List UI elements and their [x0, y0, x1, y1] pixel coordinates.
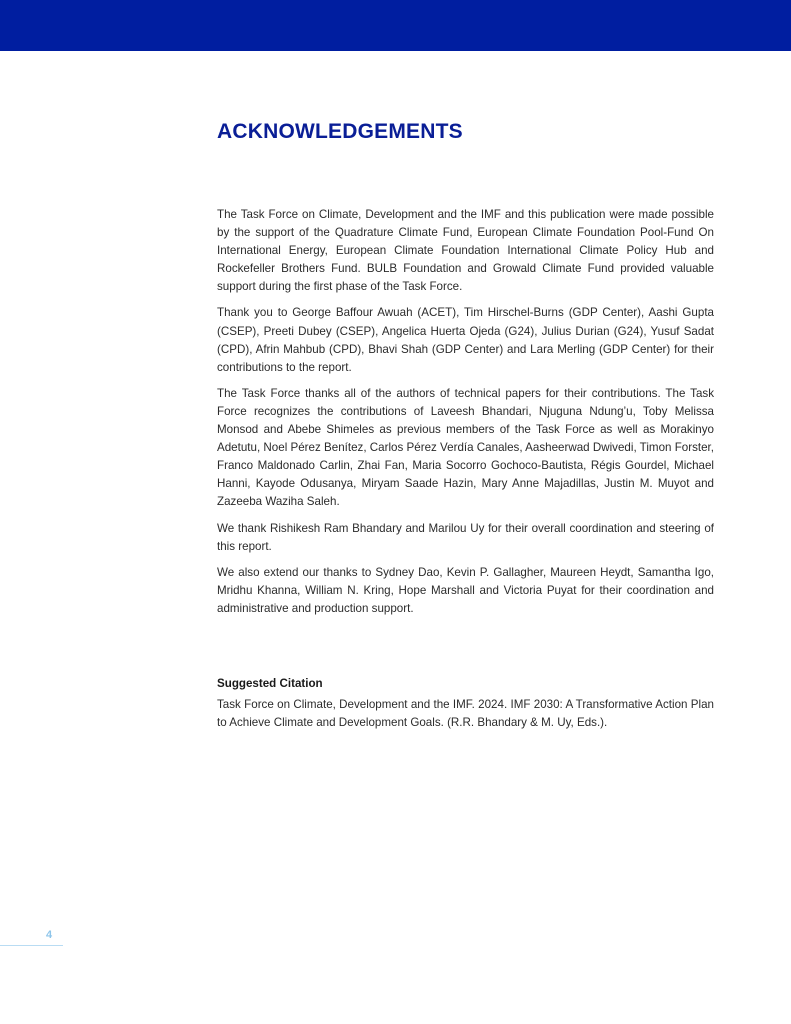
page-title: ACKNOWLEDGEMENTS	[217, 120, 463, 143]
suggested-citation	[217, 676, 714, 732]
paragraph-authors: The Task Force thanks all of the authors of technical papers for their contributions. The Task Force recognizes the contributions of Laveesh Bhandari, Njuguna Ndung’u, Toby Melissa Monsod and Abebe Shimeles as previous members of the Task Force as well as Morakinyo Adetutu, Noel Pérez Benítez, Carlos Pérez Verdía Canales, Aasheerwad Dwivedi, Timon Forster, Franco Maldonado Carlin, Zhai Fan, Maria Socorro Gochoco-Bautista, Régis Gourdel, Michael Hanni, Kayode Odusanya, Miryam Saade Hazin, Mary Anne Majadillas, Justin M. Muyot and Zazeeba Waziha Saleh.	[217, 386, 714, 509]
page-number-rule	[0, 945, 63, 946]
paragraph-support: We also extend our thanks to Sydney Dao, Kevin P. Gallagher, Maureen Heydt, Samantha Igo, Mridhu Khanna, William N. Kring, Hope Marshall and Victoria Puyat for their coordination and administrative and production support.	[217, 565, 714, 615]
citation-text: Task Force on Climate, Development and the IMF. 2024. IMF 2030: A Transformative Action Plan to Achieve Climate and Development Goals. (R.R. Bhandary & M. Uy, Eds.).	[217, 698, 714, 730]
page-number: 4	[46, 929, 53, 941]
paragraph-contributors: Thank you to George Baffour Awuah (ACET), Tim Hirschel-Burns (GDP Center), Aashi Gupta (CSEP), Preeti Dubey (CSEP), Angelica Huerta Ojeda (G24), Julius Durian (G24), Yusuf Sadat (CPD), Afrin Mahbub (CPD), Bhavi Shah (GDP Center) and Lara Merling (GDP Center) for their contributions to the report.	[217, 306, 714, 374]
header-band	[0, 0, 791, 51]
paragraph-funding: The Task Force on Climate, Development and the IMF and this publication were made possible by the support of the Quadrature Climate Fund, European Climate Foundation Pool-Fund On International Energy, European Climate Foundation International Climate Policy Hub and Rockefeller Brothers Fund. BULB Foundation and Growald Climate Fund provided valuable support during the first phase of the Task Force.	[217, 208, 714, 294]
citation-heading: Suggested Citation	[217, 677, 323, 690]
paragraph-coordination: We thank Rishikesh Ram Bhandary and Marilou Uy for their overall coordination and steering of this report.	[217, 521, 714, 553]
acknowledgements-body	[217, 206, 714, 626]
